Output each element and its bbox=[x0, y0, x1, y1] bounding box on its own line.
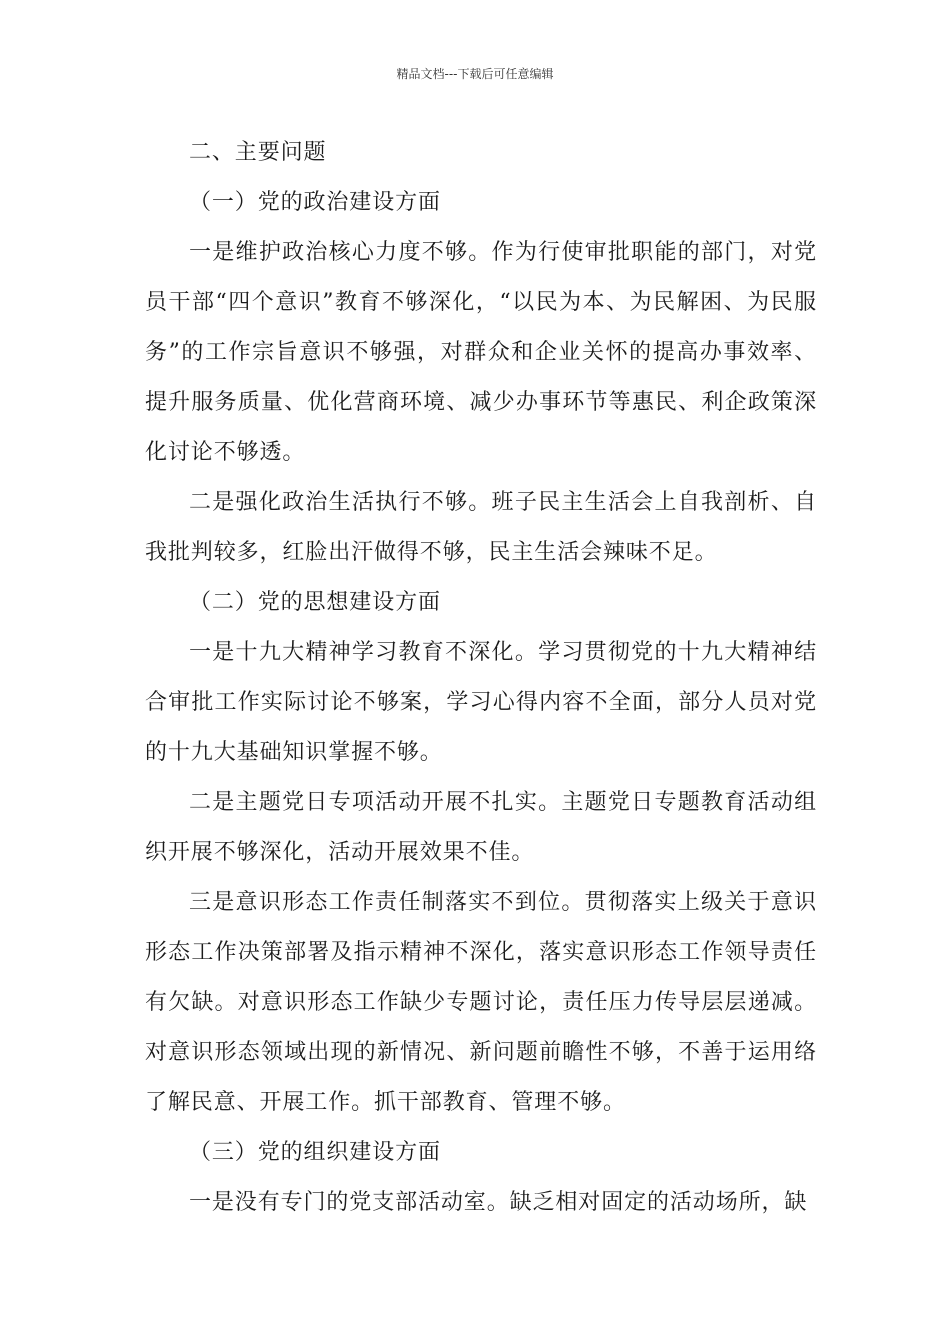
section-title: 二、主要问题 bbox=[189, 140, 327, 165]
paragraph: 一是十九大精神学习教育不深化。学习贯彻党的十九大精神结合审批工作实际讨论不够案，学习心得内容不全面，部分人员对党的十九大基础知识掌握不够。 bbox=[145, 640, 817, 765]
document-body bbox=[145, 128, 817, 1228]
paragraph: 三是意识形态工作责任制落实不到位。贯彻落实上级关于意识形态工作决策部署及指示精神不深化，落实意识形态工作领导责任有欠缺。对意识形态工作缺少专题讨论，责任压力传导层层递减。对意识形态领域出现的新情况、新问题前瞻性不够，不善于运用络了解民意、开展工作。抓干部教育、管理不够。 bbox=[145, 890, 817, 1115]
page-header: 精品文档---下载后可任意编辑 bbox=[396, 67, 554, 81]
paragraph: 一是维护政治核心力度不够。作为行使审批职能的部门，对党员干部“四个意识”教育不够深化，“以民为本、为民解困、为民服务”的工作宗旨意识不够强，对群众和企业关怀的提高办事效率、提升服务质量、优化营商环境、减少办事环节等惠民、利企政策深化讨论不够透。 bbox=[145, 240, 817, 465]
subsection-title-political: （一）党的政治建设方面 bbox=[189, 190, 441, 215]
subsection-title-ideological: （二）党的思想建设方面 bbox=[189, 590, 441, 615]
paragraph: 二是主题党日专项活动开展不扎实。主题党日专题教育活动组织开展不够深化，活动开展效果不佳。 bbox=[145, 790, 817, 865]
paragraph: 一是没有专门的党支部活动室。缺乏相对固定的活动场所，缺 bbox=[189, 1190, 808, 1215]
paragraph: 二是强化政治生活执行不够。班子民主生活会上自我剖析、自我批判较多，红脸出汗做得不够，民主生活会辣味不足。 bbox=[145, 490, 817, 565]
subsection-title-organizational: （三）党的组织建设方面 bbox=[189, 1140, 441, 1165]
